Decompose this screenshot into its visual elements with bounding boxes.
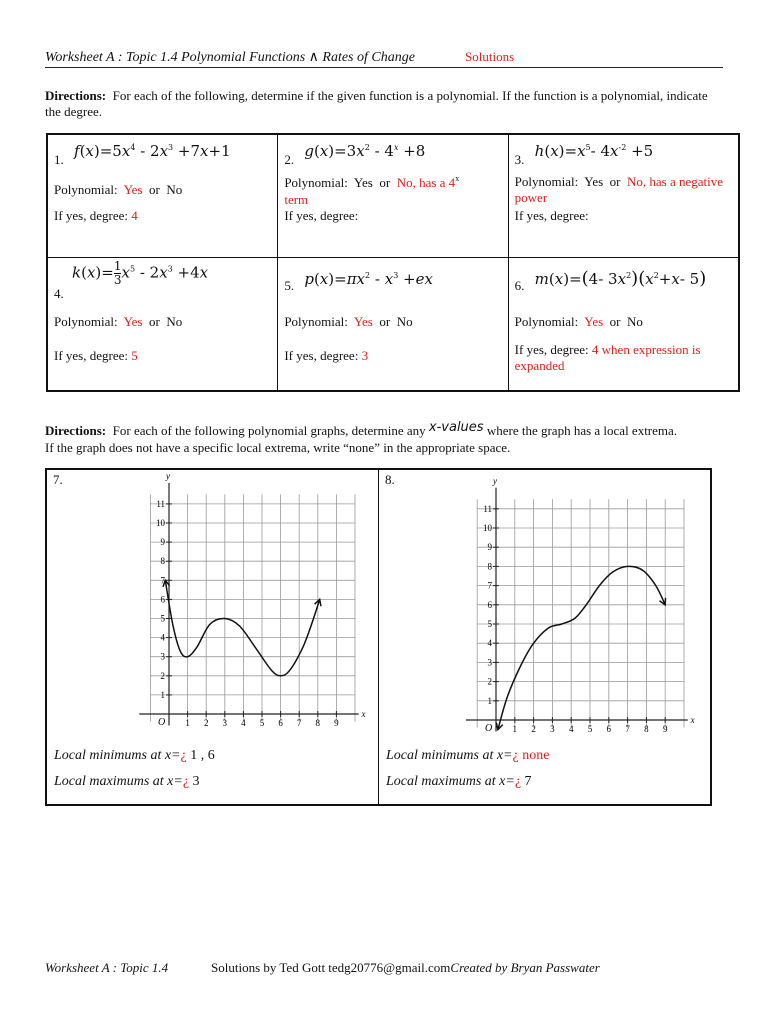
origin-label: O: [158, 717, 166, 728]
y-axis-label: y: [493, 475, 497, 486]
polynomial-answer: Polynomial: Yes or No: [284, 314, 413, 329]
local-max-answer: Local maximums at x=¿ 7: [386, 774, 532, 789]
degree-answer: If yes, degree:: [514, 208, 589, 223]
problem-number: 4.: [54, 286, 64, 301]
problem-6: [508, 258, 739, 392]
problem-number: 6.: [514, 278, 525, 293]
problem-number: 5.: [284, 278, 295, 293]
polynomial-answer: Polynomial: Yes or No: [54, 182, 183, 197]
x-tick-label: 9: [334, 718, 339, 728]
grid: [150, 494, 355, 721]
footer-worksheet: Worksheet A : Topic 1.4: [45, 960, 169, 975]
problem-number: 1.: [54, 152, 64, 167]
problem-1: [47, 134, 278, 258]
local-min-answer: Local minimums at x=¿ none: [386, 748, 550, 763]
problem-3: [508, 134, 739, 258]
local-max-answer: Local maximums at x=¿ 3: [54, 774, 200, 789]
polynomial-answer: Polynomial: Yes or No: [54, 314, 183, 329]
y-tick-label: 3: [487, 657, 492, 668]
y-tick-label: 2: [160, 670, 165, 681]
polynomial-table: [46, 133, 740, 392]
y-axis-label: y: [166, 471, 170, 482]
x-tick-label: 5: [587, 724, 593, 734]
y-tick-label: 4: [487, 638, 492, 649]
x-tick-label: 2: [203, 718, 209, 728]
x-tick-label: 9: [662, 724, 668, 734]
function-f: $f(x)=5x^4 - 2x^3 +7x+1$: [74, 142, 231, 160]
y-tick-label: 7: [487, 580, 492, 591]
x-tick-label: 7: [625, 724, 630, 734]
polynomial-note: term: [284, 192, 309, 207]
y-tick-label: 10: [483, 523, 492, 533]
function-m: m(x)=(4- $3x^2)(x^2+x-$ 5): [534, 268, 707, 289]
local-min-answer: Local minimums at x=¿ 1 , 6: [54, 748, 215, 763]
function-k: k(x)= $\frac{1}{3}$ $x^5 - 2x^3 +4x$: [72, 259, 209, 287]
polynomial-answer: Polynomial: Yes or No: [514, 314, 643, 329]
problem-5: [278, 258, 508, 392]
y-tick-label: 11: [156, 498, 165, 509]
directions-text-b: where the graph has a local extrema.: [486, 423, 678, 438]
x-tick-label: 7: [296, 718, 302, 728]
y-tick-label: 9: [487, 542, 492, 553]
y-tick-label: 9: [160, 537, 165, 548]
x-tick-label: 6: [278, 718, 283, 728]
problem-number: 3.: [514, 152, 525, 167]
directions-text-a: For each of the following polynomial graphs, determine any: [112, 423, 426, 438]
directions-polynomial: [45, 88, 725, 120]
directions-text-c: If the graph does not have a specific local extrema, write “none” in the appropriate space.: [45, 440, 511, 455]
problem-number: 8.: [385, 472, 395, 487]
y-tick-label: 10: [156, 518, 165, 528]
y-tick-label: 6: [487, 599, 492, 610]
x-values-term: x-values: [428, 420, 484, 435]
function-h: $h(x)=x^5-$ $4x^{-2} +5$: [534, 142, 654, 160]
x-tick-label: 8: [644, 724, 649, 734]
y-tick-label: 8: [487, 561, 492, 572]
x-tick-label: 1: [512, 724, 518, 734]
graph-8: [429, 475, 695, 742]
y-tick-label: 2: [487, 676, 492, 687]
x-tick-label: 1: [185, 718, 190, 728]
y-tick-label: 5: [160, 613, 165, 624]
y-tick-label: 5: [487, 619, 492, 629]
graph-7: [97, 471, 366, 738]
x-tick-label: 4: [568, 724, 574, 734]
degree-answer: If yes, degree:: [284, 208, 359, 223]
y-tick-label: 1: [487, 695, 492, 706]
solutions-label: Solutions: [465, 49, 515, 64]
x-tick-label: 2: [531, 724, 536, 734]
x-tick-label: 4: [241, 718, 246, 728]
x-tick-label: 3: [222, 718, 228, 728]
y-tick-label: 4: [160, 632, 165, 643]
origin-label: O: [485, 723, 493, 734]
function-p: $p(x)=\pi x^2 - x^3 +ex$: [304, 270, 433, 288]
function-curve: [165, 580, 319, 676]
page-footer: [45, 960, 600, 976]
x-tick-label: 8: [315, 718, 321, 728]
y-tick-label: 11: [483, 503, 492, 514]
directions-label: Directions:: [45, 88, 107, 103]
degree-answer: If yes, degree: 4: [54, 208, 138, 223]
page-header: [45, 47, 723, 68]
problem-number: 7.: [53, 472, 63, 487]
problem-4: [47, 258, 278, 392]
y-tick-label: 3: [160, 651, 165, 662]
x-axis-label: x: [361, 709, 366, 719]
problem-number: 2.: [284, 152, 295, 167]
function-g: $g(x)=3x^2 - 4^x +8$: [304, 142, 426, 160]
y-tick-label: 8: [160, 556, 165, 567]
x-tick-label: 5: [259, 718, 265, 728]
y-tick-label: 1: [160, 689, 165, 700]
degree-answer: If yes, degree: 3: [284, 348, 369, 363]
y-tick-label: 7: [160, 575, 165, 586]
x-tick-label: 6: [606, 724, 612, 734]
footer-credits: Solutions by Ted Gott tedg20776@gmail.comCreated by Bryan Passwater: [211, 960, 600, 975]
directions-text: For each of the following, determine if the given function is a polynomial. If the function is a polynomial, indicate the degree.: [45, 88, 708, 119]
graph-problem-7: [46, 469, 379, 805]
directions-graphs: [45, 420, 725, 456]
y-tick-label: 6: [160, 594, 165, 605]
graph-problem-8: [379, 469, 712, 805]
degree-answer: If yes, degree: 4 when expression is expanded: [514, 342, 701, 373]
directions-label: Directions:: [45, 423, 107, 438]
function-curve: [498, 566, 665, 729]
x-axis-label: x: [690, 715, 695, 725]
x-tick-label: 3: [550, 724, 555, 734]
polynomial-answer: Polynomial: Yes or No, has a negative power: [514, 174, 724, 205]
polynomial-answer: Polynomial: Yes or No, has a 4$^x$: [284, 174, 460, 190]
worksheet-title: Worksheet A : Topic 1.4 Polynomial Functions ∧ Rates of Change: [45, 50, 415, 65]
problem-2: [278, 134, 508, 258]
degree-answer: If yes, degree: 5: [54, 348, 138, 363]
graphs-table: [45, 468, 712, 806]
